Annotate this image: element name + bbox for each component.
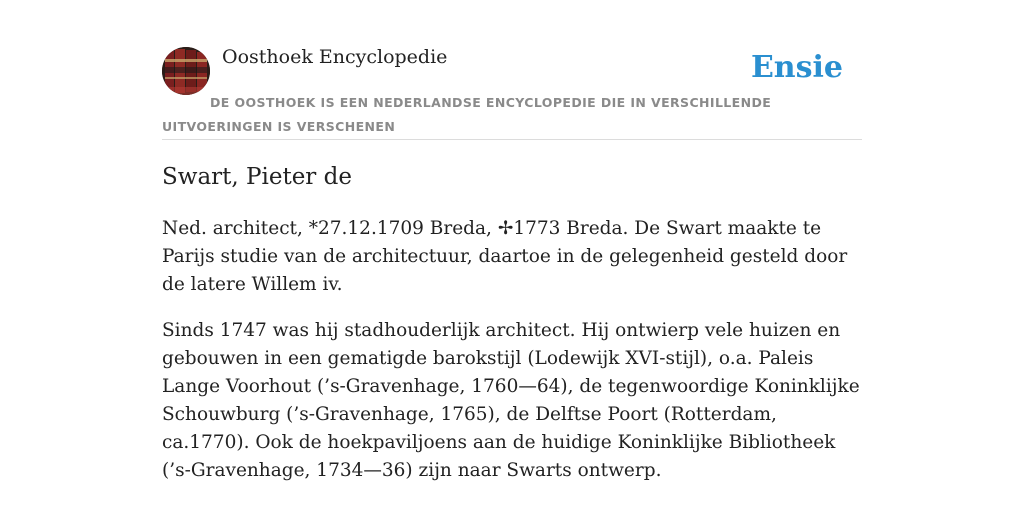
source-title[interactable]: Oosthoek Encyclopedie — [222, 46, 448, 68]
ensie-logo-link[interactable]: Ensie — [750, 50, 843, 85]
entry-paragraph: Sinds 1747 was hij stadhouderlijk architect. Hij ontwierp vele huizen en gebouwen in een gematigde barokstijl (Lodewijk XVI-stijl), o.a. Paleis Lange Voorhout (’s-Gravenhage, 1760—64), de tegenwoordige Koninklijke Schouwburg (’s-Gravenhage, 1765), de Delftse Poort (Rotterdam, ca.1770). Ook de hoekpaviljoens aan de huidige Koninklijke Bibliotheek (’s-Gravenhage, 1734—36) zijn naar Swarts ontwerp. — [162, 320, 860, 481]
header-divider — [162, 139, 862, 140]
source-header — [162, 46, 862, 140]
entry-content — [162, 215, 867, 503]
entry-paragraph: Ned. architect, *27.12.1709 Breda, ✢1773 Breda. De Swart maakte te Parijs studie van de architectuur, daartoe in de gelegenheid gesteld door de latere Willem iv. — [162, 218, 848, 295]
source-subtitle: DE OOSTHOEK IS EEN NEDERLANDSE ENCYCLOPEDIE DIE IN VERSCHILLENDE UITVOERINGEN IS VERSCHENEN — [162, 95, 772, 134]
book-spines-icon[interactable] — [162, 47, 210, 95]
entry-title: Swart, Pieter de — [162, 164, 352, 190]
